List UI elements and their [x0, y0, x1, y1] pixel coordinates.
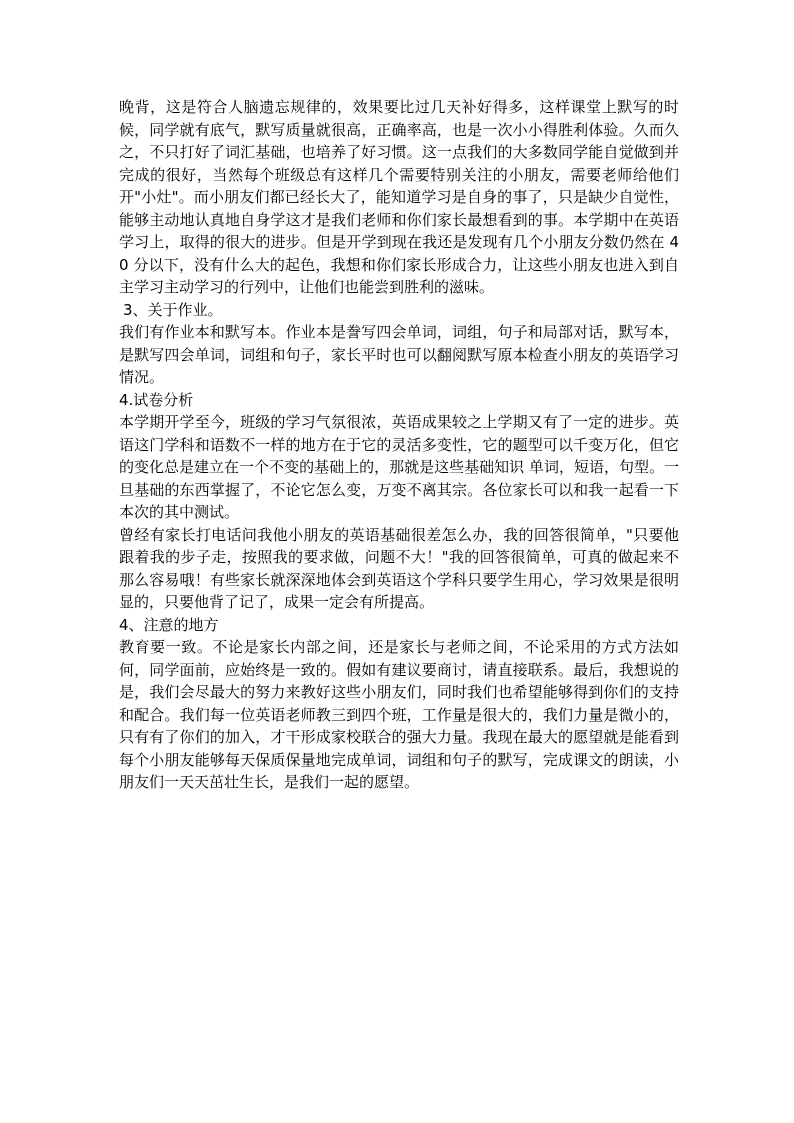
document-page	[119, 96, 679, 794]
section-heading-notes: 4、注意的地方	[119, 615, 219, 634]
paragraph-parent-question: 曾经有家长打电话问我他小朋友的英语基础很差怎么办，我的回答很简单，"只要他跟着我的步子走，按照我的要求做，问题不大！"我的回答很简单，可真的做起来不那么容易哦！有些家长就深深地体会到英语这个学科只要学生用心，学习效果是很明显的，只要他背了记了，成果一定会有所提高。	[119, 525, 679, 611]
paragraph-notes: 教育要一致。不论是家长内部之间，还是家长与老师之间，不论采用的方式方法如何，同学面前，应始终是一致的。假如有建议要商讨，请直接联系。最后，我想说的是，我们会尽最大的努力来教好这些小朋友们，同时我们也希望能够得到你们的支持和配合。我们每一位英语老师教三到四个班，工作量是很大的，我们力量是微小的，只有有了你们的加入，才干形成家校联合的强大力量。我现在最大的愿望就是能看到每个小朋友能够每天保质保量地完成单词，词组和句子的默写，完成课文的朗读，小朋友们一天天茁壮生长，是我们一起的愿望。	[119, 638, 679, 791]
paragraph-test-analysis: 本学期开学至今，班级的学习气氛很浓，英语成果较之上学期又有了一定的进步。英语这门学科和语数不一样的地方在于它的灵活多变性，它的题型可以千变万化，但它的变化总是建立在一个不变的基础上的，那就是这些基础知识 单词，短语，句型。一旦基础的东西掌握了，不论它怎么变，万变不离其宗。各位家长可以和我一起看一下本次的其中测试。	[119, 413, 679, 521]
section-heading-test-analysis: 4.试卷分析	[119, 390, 194, 409]
section-heading-homework: 3、关于作业。	[123, 300, 223, 319]
paragraph-memorization: 晚背，这是符合人脑遗忘规律的，效果要比过几天补好得多，这样课堂上默写的时候，同学就有底气，默写质量就很高，正确率高，也是一次小小得胜利体验。久而久之，不只打好了词汇基础，也培养了好习惯。这一点我们的大多数同学能自觉做到并完成的很好，当然每个班级总有这样几个需要特别关注的小朋友，需要老师给他们开"小灶"。而小朋友们都已经长大了，能知道学习是自身的事了，只是缺少自觉性，能够主动地认真地自身学这才是我们老师和你们家长最想看到的事。本学期中在英语学习上，取得的很大的进步。但是开学到现在我还是发现有几个小朋友分数仍然在 40 分以下，没有什么大的起色，我想和你们家长形成合力，让这些小朋友也进入到自主学习主动学习的行列中，让他们也能尝到胜利的滋味。	[119, 98, 679, 296]
paragraph-homework: 我们有作业本和默写本。作业本是誊写四会单词，词组，句子和局部对话，默写本，是默写四会单词，词组和句子，家长平时也可以翻阅默写原本检查小朋友的英语学习情况。	[119, 323, 679, 386]
